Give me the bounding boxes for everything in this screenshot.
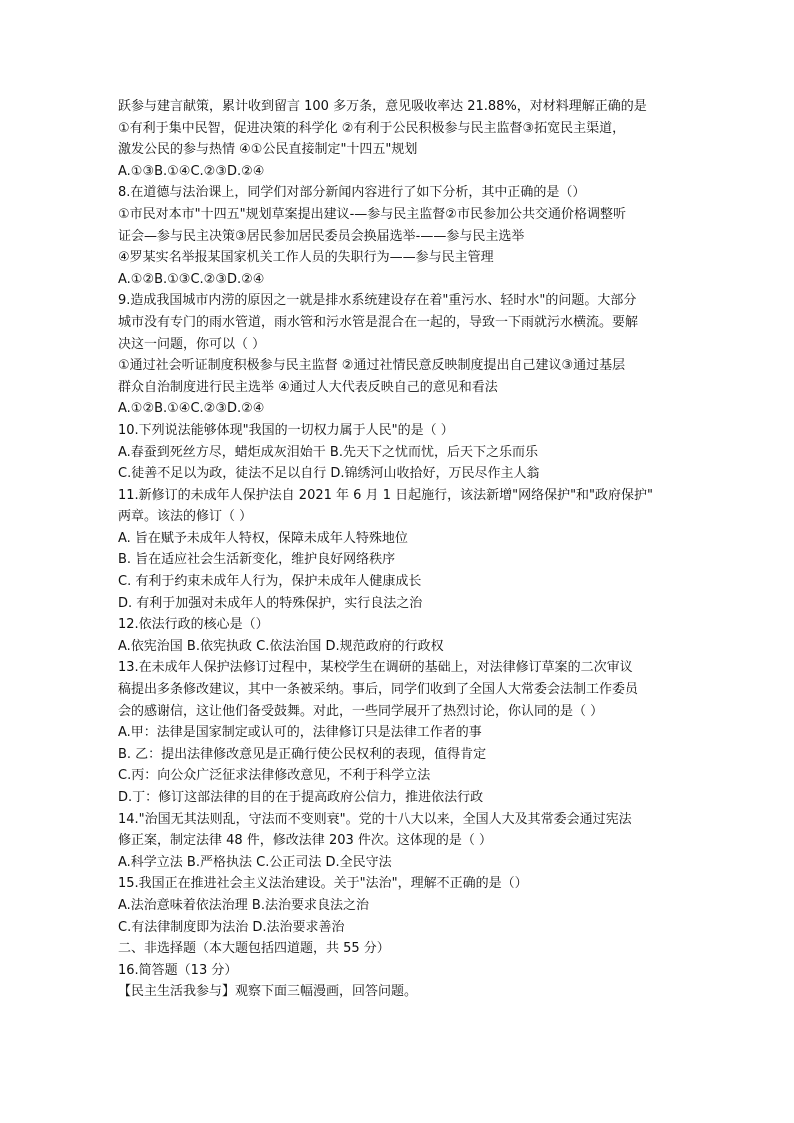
answer-options: A.春蚕到死丝方尽，蜡炬成灰泪始干 B.先天下之忧而忧，后天下之乐而乐 (118, 444, 538, 460)
text-line: ①市民对本市"十四五"规划草案提出建议-—参与民主监督②市民参加公共交通价格调整听 (118, 206, 626, 222)
text-line: ①通过社会听证制度积极参与民主监督 ②通过社情民意反映制度提出自己建议③通过基层 (118, 358, 626, 374)
text-line: 城市没有专门的雨水管道，雨水管和污水管是混合在一起的，导致一下雨就污水横流。要解 (118, 314, 639, 330)
answer-options: A.依宪治国 B.依宪执政 C.依法治国 D.规范政府的行政权 (118, 638, 444, 654)
question-8: 8.在道德与法治课上，同学们对部分新闻内容进行了如下分析，其中正确的是（） (118, 185, 586, 201)
answer-options: A.科学立法 B.严格执法 C.公正司法 D.全民守法 (118, 854, 392, 870)
question-12: 12.依法行政的核心是（） (118, 617, 269, 633)
text-line: 群众自治制度进行民主选举 ④通过人大代表反映自己的意见和看法 (118, 379, 498, 395)
question-11: 11.新修订的未成年人保护法自 2021 年 6 月 1 日起施行，该法新增"网络保护"和"政府保护" (118, 487, 654, 503)
answer-options: C.有法律制度即为法治 D.法治要求善治 (118, 919, 345, 935)
question-10: 10.下列说法能够体现"我国的一切权力属于人民"的是（ ） (118, 422, 454, 438)
answer-options: A.①③B.①④C.②③D.②④ (118, 163, 265, 179)
exam-page (118, 96, 678, 1003)
text-line: 会的感谢信，这让他们备受鼓舞。对此，一些同学展开了热烈讨论，你认同的是（ ） (118, 703, 604, 719)
text-line: ①有利于集中民智，促进决策的科学化 ②有利于公民积极参与民主监督③拓宽民主渠道， (118, 120, 626, 136)
section-heading: 二、非选择题（本大题包括四道题，共 55 分） (118, 941, 390, 957)
text-line: 两章。该法的修订（ ） (118, 509, 253, 525)
answer-options: A.①②B.①③C.②③D.②④ (118, 271, 265, 287)
question-9: 9.造成我国城市内涝的原因之一就是排水系统建设存在着"重污水、轻时水"的问题。大部分 (118, 293, 637, 309)
text-line: 激发公民的参与热情 ④①公民直接制定"十四五"规划 (118, 142, 418, 158)
option-d: D.丁：修订这部法律的目的在于提高政府公信力，推进依法行政 (118, 790, 484, 805)
question-13: 13.在未成年人保护法修订过程中，某校学生在调研的基础上，对法律修订草案的二次审议 (118, 660, 633, 676)
option-b: B. 旨在适应社会生活新变化，维护良好网络秩序 (118, 552, 396, 568)
text-line: 【民主生活我参与】观察下面三幅漫画，回答问题。 (118, 984, 418, 1000)
option-c: C. 有利于约束未成年人行为，保护未成年人健康成长 (118, 574, 422, 590)
text-line: 修正案，制定法律 48 件，修改法律 203 件次。这体现的是（ ） (118, 833, 493, 849)
text-line: ④罗某实名举报某国家机关工作人员的失职行为——参与民主管理 (118, 250, 494, 266)
text-line: 证会—参与民主决策③居民参加居民委员会换届选举-——参与民主选举 (118, 228, 525, 244)
question-16: 16.简答题（13 分） (118, 962, 238, 978)
text-line: 稿提出多条修改建议，其中一条被采纳。事后，同学们收到了全国人大常委会法制工作委员 (118, 682, 639, 698)
text-line: 跃参与建言献策，累计收到留言 100 多万条，意见吸收率达 21.88%，对材料理解正确的是 (118, 99, 647, 114)
option-d: D. 有利于加强对未成年人的特殊保护，实行良法之治 (118, 595, 423, 611)
option-b: B. 乙：提出法律修改意见是正确行使公民权利的表现，值得肯定 (118, 746, 487, 762)
option-a: A. 旨在赋予未成年人特权，保障未成年人特殊地位 (118, 530, 408, 546)
text-line: 决这一问题，你可以（ ） (118, 336, 266, 352)
answer-options: A.法治意味着依法治理 B.法治要求良法之治 (118, 897, 369, 913)
question-14: 14."治国无其法则乱，守法而不变则衰"。党的十八大以来，全国人大及其常委会通过宪法 (118, 811, 632, 827)
option-c: C.丙：向公众广泛征求法律修改意见，不利于科学立法 (118, 768, 431, 784)
question-15: 15.我国正在推进社会主义法治建设。关于"法治"，理解不正确的是（） (118, 876, 528, 892)
answer-options: C.徒善不足以为政，徒法不足以自行 D.锦绣河山收拾好，万民尽作主人翁 (118, 466, 540, 482)
answer-options: A.①②B.①④C.②③D.②④ (118, 401, 265, 417)
option-a: A.甲：法律是国家制定或认可的，法律修订只是法律工作者的事 (118, 725, 482, 741)
